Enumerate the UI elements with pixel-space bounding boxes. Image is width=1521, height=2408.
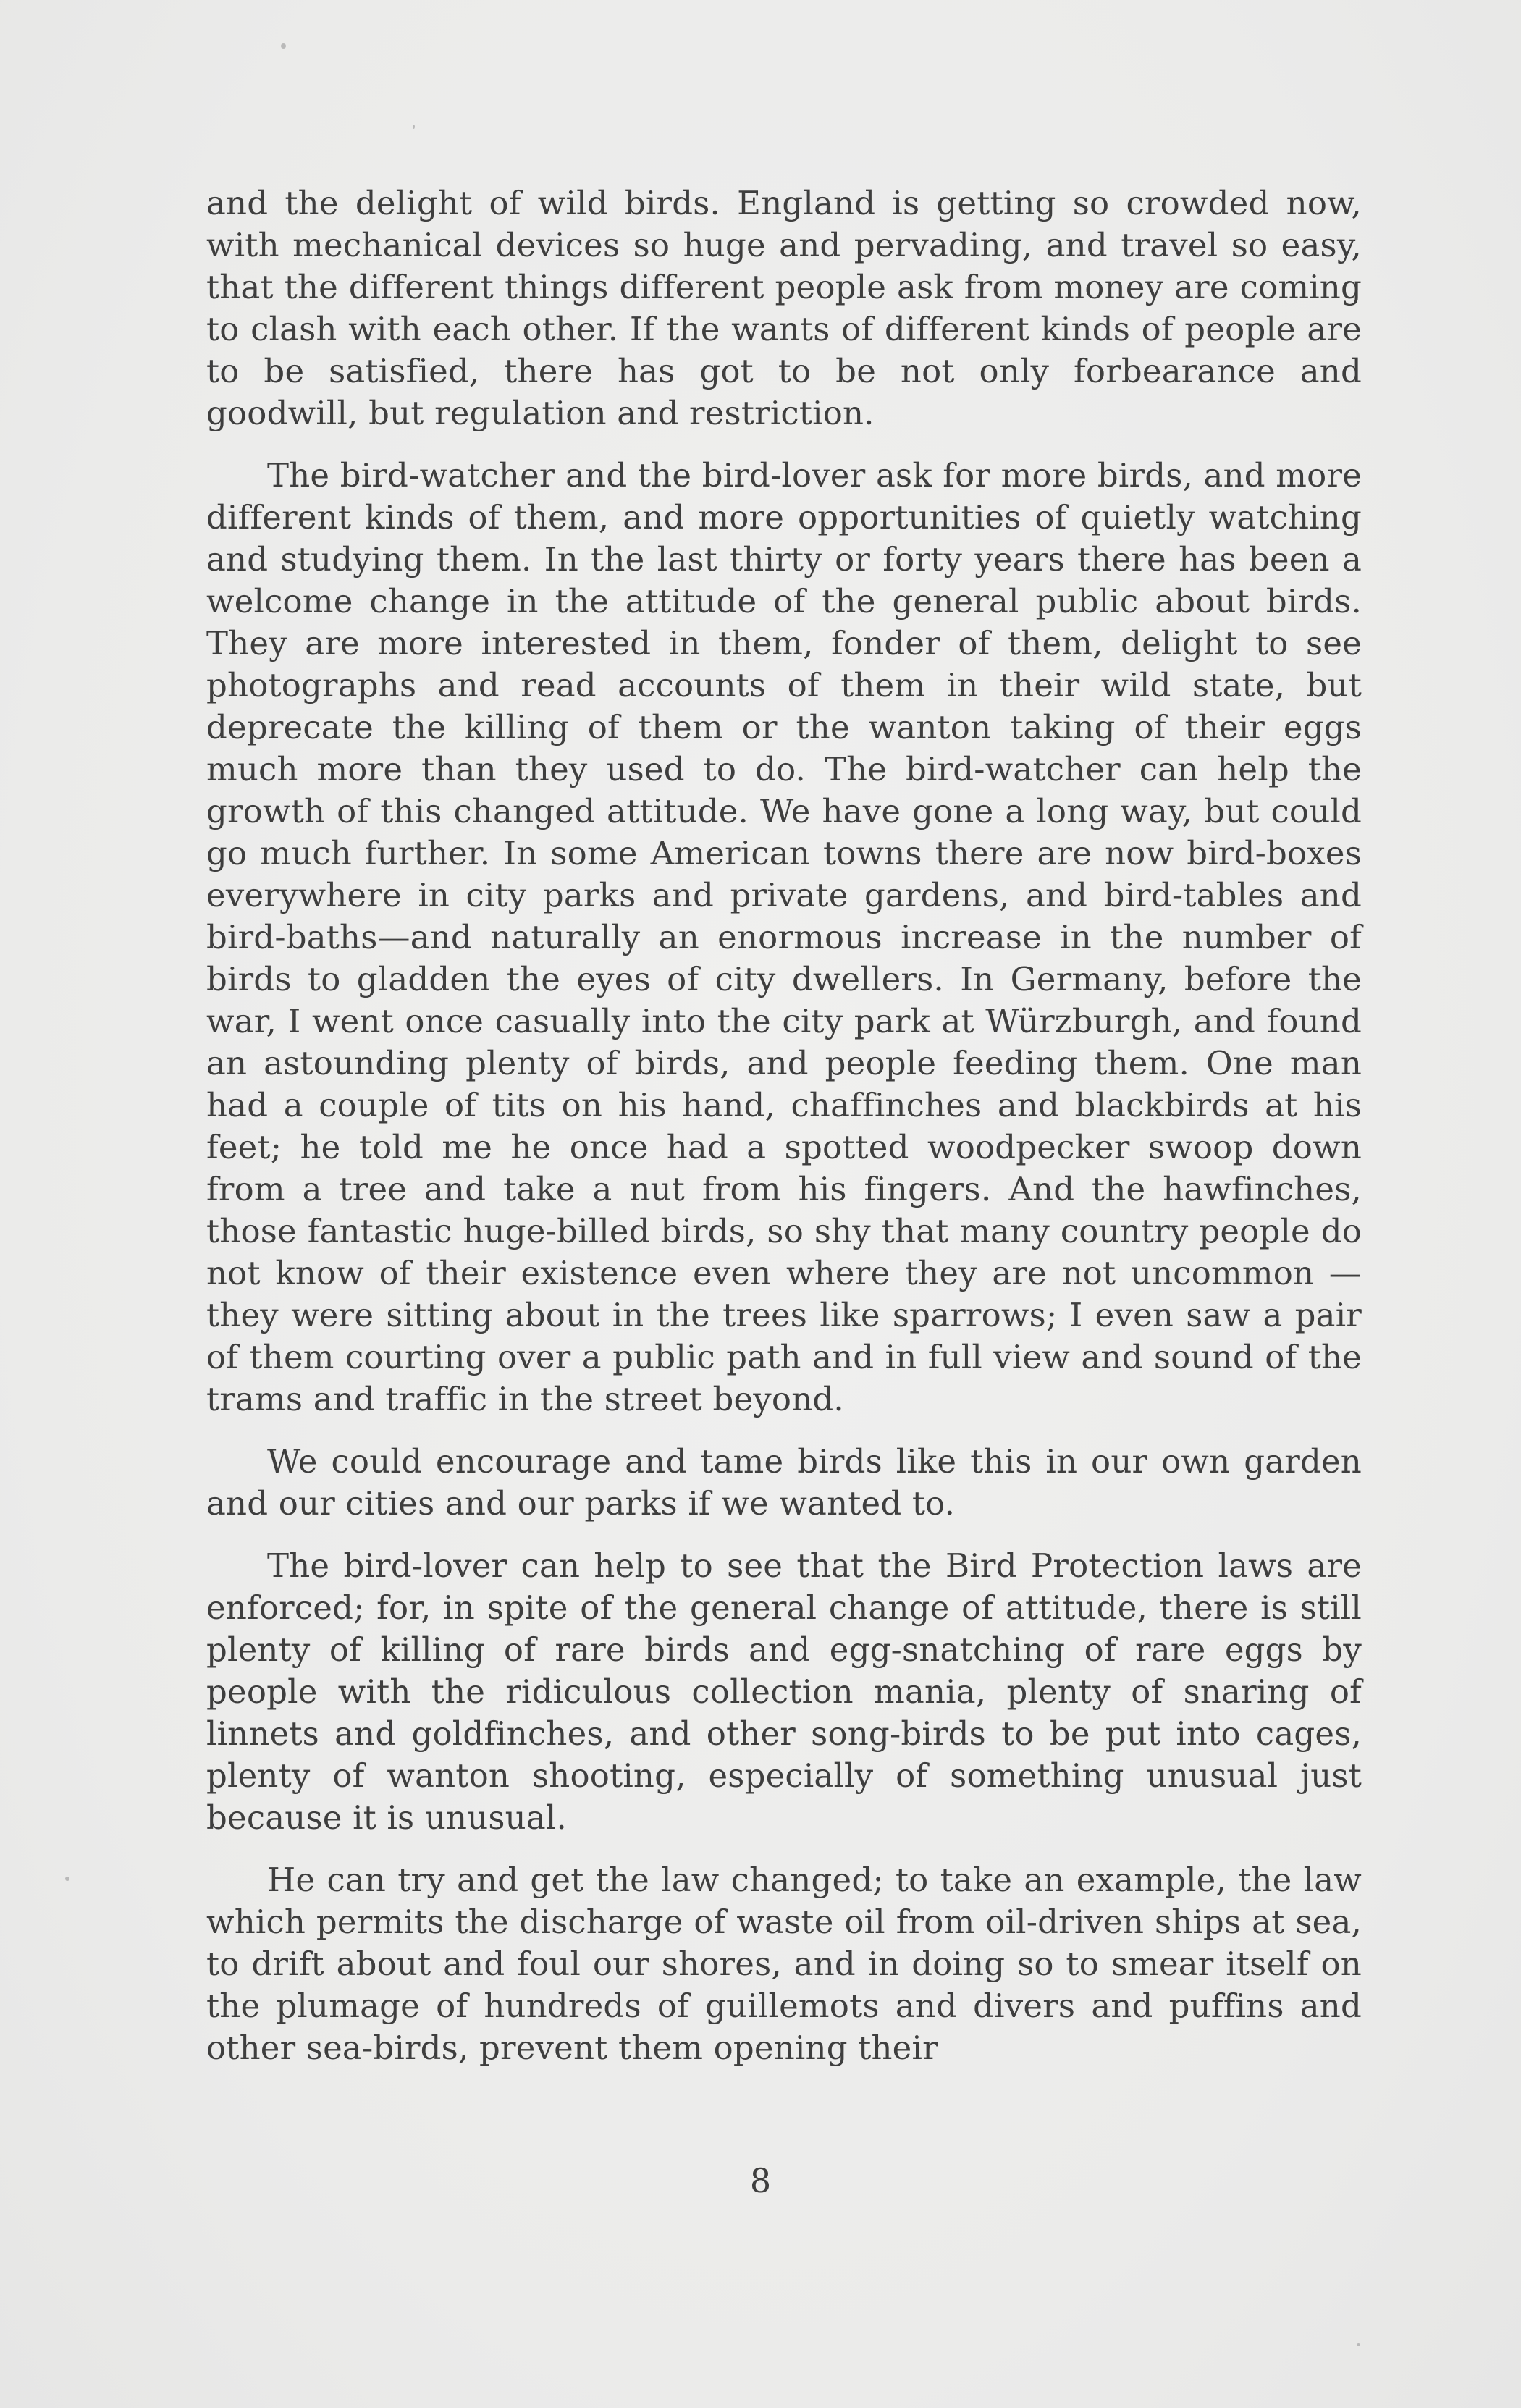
paper-speck	[65, 1877, 69, 1881]
paragraph-1: and the delight of wild birds. England is getting so crowded now, with mechanical devices so huge and pervading, and travel so easy, that the different things different people ask from money are coming to clash with each other. If the wants of different kinds of people are to be satisfied, there has got to be not only forbearance and goodwill, but regulation and restriction.	[206, 184, 1362, 432]
paragraph-5: He can try and get the law changed; to take an example, the law which permits the discharge of waste oil from oil-driven ships at sea, to drift about and foul our shores, and in doing so to smear itself on the plumage of hundreds of guillemots and divers and puffins and other sea-birds, prevent them opening their	[206, 1861, 1362, 2067]
paragraph-2: The bird-watcher and the bird-lover ask for more birds, and more different kinds of them, and more opportunities of quietly watching and studying them. In the last thirty or forty years there has been a welcome change in the attitude of the general public about birds. They are more interested in them, fonder of them, delight to see photographs and read accounts of them in their wild state, but deprecate the killing of them or the wanton taking of their eggs much more than they used to do. The bird-watcher can help the growth of this changed attitude. We have gone a long way, but could go much further. In some American towns there are now bird-boxes everywhere in city parks and private gardens, and bird-tables and bird-baths—and naturally an enormous increase in the number of birds to gladden the eyes of city dwellers. In Germany, before the war, I went once casually into the city park at Würzburgh, and found an astounding plenty of birds, and people feeding them. One man had a couple of tits on his hand, chaffinches and blackbirds at his feet; he told me he once had a spotted woodpecker swoop down from a tree and take a nut from his fingers. And the hawfinches, those fantastic huge-billed birds, so shy that many country people do not know of their existence even where they are not uncommon —they were sitting about in the trees like sparrows; I even saw a pair of them courting over a public path and in full view and sound of the trams and traffic in the street beyond.	[206, 456, 1362, 1418]
paper-speck	[1357, 2343, 1360, 2346]
paper-speck	[281, 43, 286, 49]
page-number: 8	[749, 2161, 772, 2200]
body-text	[206, 182, 1362, 2089]
paper-speck	[413, 125, 415, 129]
paragraph-3: We could encourage and tame birds like this in our own garden and our cities and our parks if we wanted to.	[206, 1442, 1362, 1523]
paragraph-4: The bird-lover can help to see that the Bird Protection laws are enforced; for, in spite of the general change of attitude, there is still plenty of killing of rare birds and egg-snatching of rare eggs by people with the ridiculous collection mania, plenty of snaring of linnets and goldfinches, and other song-birds to be put into cages, plenty of wanton shooting, especially of something unusual just because it is unusual.	[206, 1546, 1362, 1837]
